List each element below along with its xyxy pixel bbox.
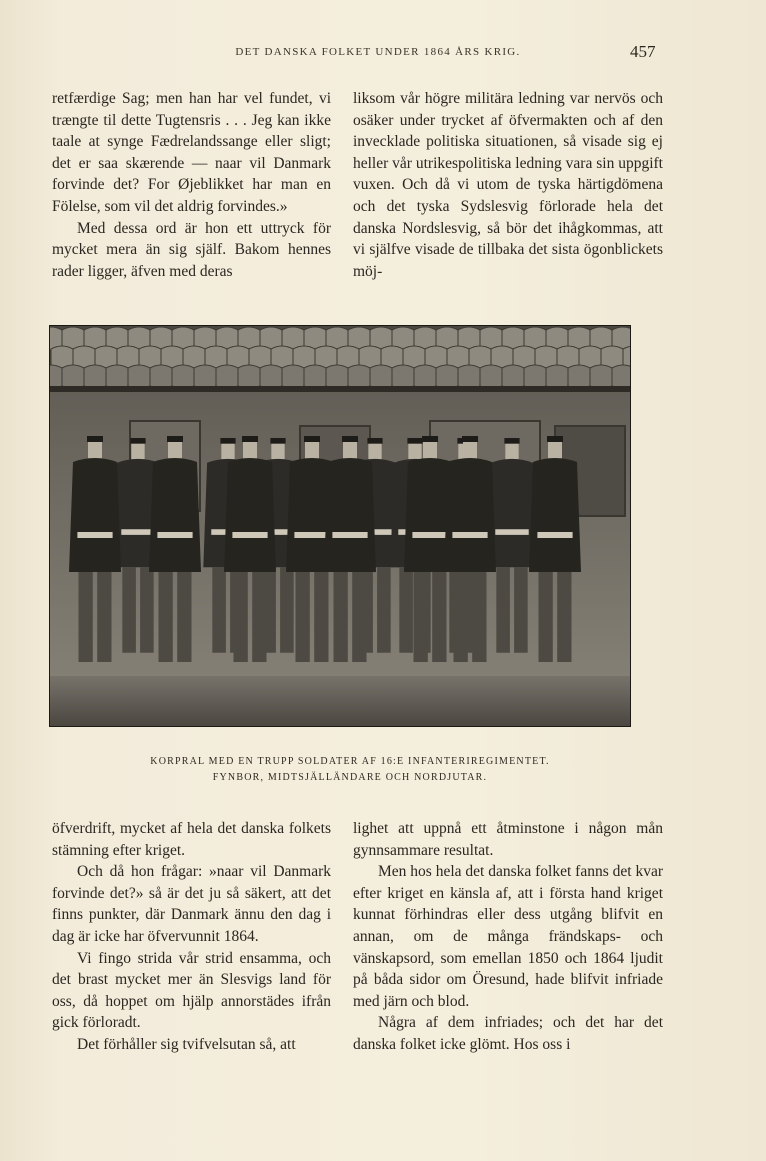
roof-tile	[106, 365, 128, 388]
text-column-bottom-right	[353, 818, 663, 1056]
photo-caption-line2: FYNBOR, MIDTSJÄLLÄNDARE OCH NORDJUTAR.	[212, 772, 488, 783]
roof-tile	[150, 365, 172, 388]
roof-tile	[612, 365, 631, 388]
roof-tile	[414, 365, 436, 388]
roof-tile	[590, 365, 612, 388]
text-column-top-left	[52, 88, 331, 282]
roof-tile	[480, 365, 502, 388]
roof-tile	[50, 365, 62, 388]
roof-tile	[304, 365, 326, 388]
running-title: DET DANSKA FOLKET UNDER 1864 ÅRS KRIG.	[235, 46, 521, 58]
roof-tile	[128, 365, 150, 388]
text-column-bottom-left	[52, 818, 331, 1056]
paragraph: lighet att uppnå ett åtminstone i någon mån gynnsammare resultat.	[353, 820, 663, 859]
photo-caption-line1: KORPRAL MED EN TRUPP SOLDATER AF 16:E INFANTERIREGIMENTET.	[150, 756, 550, 767]
photo-image	[50, 326, 631, 727]
roof-tile	[84, 365, 106, 388]
roof-tile	[524, 365, 546, 388]
roof-tile	[216, 365, 238, 388]
paragraph: Och då hon frågar: »naar vil Danmark forvinde det?» så är det ju så säkert, att det finns punkter, där Danmark ännu den dag i dag är icke har öfvervunnit 1864.	[52, 863, 331, 945]
roof-tile	[392, 365, 414, 388]
paragraph: öfverdrift, mycket af hela det danska folkets stämning efter kriget.	[52, 820, 331, 859]
roof-tile	[436, 365, 458, 388]
paragraph: Det förhåller sig tvifvelsutan så, att	[77, 1035, 296, 1053]
roof-tile	[502, 365, 524, 388]
roof-tile	[194, 365, 216, 388]
paragraph: liksom vår högre militära ledning var nervös och osäker under trycket af öfvermakten och af den invecklade politiska situationen, så visade sig ej heller vår utrikespolitiska ledning vara sin uppgift vuxen. Och då vi utom de tyska härtigdömena och det tyska Sydslesvig förlorade hela det danska Nordslesvig, så bör det ihågkommas, att vi själfve visade de tillbaka det sista ögonblickets möj-	[353, 90, 663, 280]
roof-tile	[282, 365, 304, 388]
roof-tile	[260, 365, 282, 388]
roof-tile	[326, 365, 348, 388]
roof-tile	[62, 365, 84, 388]
roof-tile	[370, 365, 392, 388]
paragraph: Några af dem infriades; och det har det danska folket icke glömt. Hos oss i	[353, 1014, 663, 1053]
roof-tile	[458, 365, 480, 388]
roof-tile	[546, 365, 568, 388]
roof-tile	[568, 365, 590, 388]
roof-tile	[172, 365, 194, 388]
text-column-top-right	[353, 88, 663, 282]
paragraph: Med dessa ord är hon ett uttryck för mycket mera än sig själf. Bakom hennes rader ligger, äfven med deras	[52, 219, 331, 280]
paragraph: Vi fingo strida vår strid ensamma, och det brast mycket mer än Slesvigs land för oss, då hoppet om hjälp annorstädes ifrån gick förloradt.	[52, 949, 331, 1032]
page-number: 457	[630, 42, 656, 61]
paragraph: retfærdige Sag; men han har vel fundet, vi trængte til dette Tugtensris . . . Jeg kan ikke taale at synge Fædrelandssange eller sligt; det er saa skærende — naar vil Danmark forvinde det? For Øjeblikket har man en Fölelse, som vil det aldrig forvindes.»	[52, 90, 331, 215]
paragraph: Men hos hela det danska folket fanns det kvar efter kriget en känsla af, att i första hand kriget kunnat förhindras eller dess utgång blifvit en annan, om de många frändskaps- och vänskapsord, som emellan 1850 och 1864 ljudit på båda sidor om Öresund, hade blifvit infriade med järn och blod.	[353, 863, 663, 1010]
soldiers-photograph	[49, 325, 631, 727]
roof-tile	[348, 365, 370, 388]
roof-tile	[238, 365, 260, 388]
